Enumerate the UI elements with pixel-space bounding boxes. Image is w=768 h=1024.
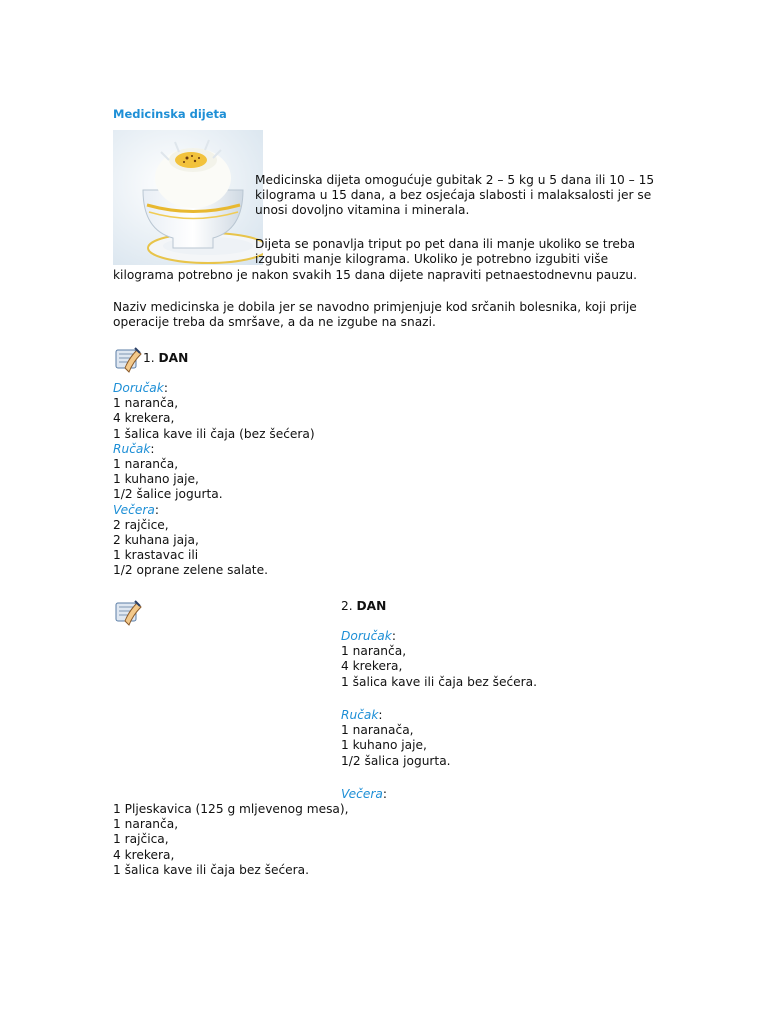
day-1-heading: [143, 350, 188, 366]
day-2-heading: [341, 598, 386, 614]
breakfast-heading: Doručak:: [341, 629, 396, 643]
dinner-heading: Večera:: [341, 787, 387, 801]
menu-item: 4 krekera,: [113, 847, 175, 862]
lunch-label: Ručak: [113, 441, 151, 456]
intro-paragraph-2-tail: kilograma potrebno je nakon svakih 15 dana dijete napraviti petnaestodnevnu pauzu.: [113, 268, 637, 282]
menu-item: 4 krekera,: [341, 659, 403, 674]
intro-line: Naziv medicinska je dobila jer se navodno primjenjuje kod srčanih bolesnika, koji prije: [113, 300, 637, 314]
menu-item: 1/2 šalica jogurta.: [341, 753, 451, 768]
menu-item: 1 naranča,: [113, 456, 179, 471]
breakfast-label: Doručak: [113, 381, 164, 395]
menu-item: 1 naranča,: [113, 396, 179, 411]
egg-in-cup-image: [113, 130, 263, 265]
day-1-menu: [113, 381, 315, 578]
menu-item: 1 šalica kave ili čaja bez šećera.: [113, 862, 309, 877]
menu-item: 1 šalica kave ili čaja (bez šećera): [113, 426, 315, 441]
menu-item: 1 Pljeskavica (125 g mljevenog mesa),: [113, 802, 349, 816]
intro-paragraph-1: [255, 173, 654, 219]
menu-item: 1 naranača,: [341, 723, 414, 738]
lunch-heading: Ručak:: [341, 708, 383, 722]
lunch-label: Ručak: [341, 708, 379, 722]
dinner-heading: Večera:: [113, 502, 159, 517]
menu-item: 1 krastavac ili: [113, 548, 199, 563]
lunch-heading: Ručak:: [113, 441, 155, 456]
hand-writing-icon: [113, 344, 143, 374]
menu-item: 1/2 šalice jogurta.: [113, 487, 223, 502]
menu-item: 1 kuhano jaje,: [341, 738, 427, 753]
menu-item: 1 kuhano jaje,: [113, 472, 199, 487]
day-label: DAN: [158, 351, 189, 365]
menu-item: 1 rajčica,: [113, 832, 169, 847]
intro-paragraph-3: [113, 300, 637, 330]
menu-item: 2 rajčice,: [113, 517, 169, 532]
day-2-dinner: [113, 802, 349, 878]
menu-item: 1 šalica kave ili čaja bez šećera.: [341, 674, 537, 689]
menu-item: 1/2 oprane zelene salate.: [113, 563, 268, 578]
intro-paragraph-2: [255, 237, 635, 267]
dinner-label: Večera: [341, 787, 383, 801]
day-number: 2.: [341, 599, 353, 613]
breakfast-heading: Doručak:: [113, 381, 168, 395]
intro-line: unosi dovoljno vitamina i minerala.: [255, 203, 470, 218]
intro-line: izgubiti manje kilograma. Ukoliko je potrebno izgubiti više: [255, 252, 609, 267]
intro-line: operacije treba da smršave, a da ne izgube na snazi.: [113, 315, 436, 330]
day-number: 1.: [143, 351, 155, 365]
dinner-label: Večera: [113, 502, 155, 517]
day-2-lunch: [341, 708, 451, 769]
intro-line: Dijeta se ponavlja triput po pet dana ili manje ukoliko se treba: [255, 237, 636, 251]
intro-line: kilograma u 15 dana, a bez osjećaja slabosti i malaksalosti jer se: [255, 188, 652, 203]
day-2-dinner-heading: [341, 787, 387, 802]
menu-item: 1 naranča,: [341, 644, 407, 659]
page-title: Medicinska dijeta: [113, 107, 227, 121]
menu-item: 4 krekera,: [113, 411, 175, 426]
day-label: DAN: [356, 599, 387, 613]
menu-item: 1 naranča,: [113, 817, 179, 832]
hand-writing-icon: [113, 597, 143, 627]
day-2-breakfast: [341, 629, 537, 690]
intro-line: Medicinska dijeta omogućuje gubitak 2 – 5 kg u 5 dana ili 10 – 15: [255, 173, 655, 187]
menu-item: 2 kuhana jaja,: [113, 532, 199, 547]
breakfast-label: Doručak: [341, 629, 392, 643]
